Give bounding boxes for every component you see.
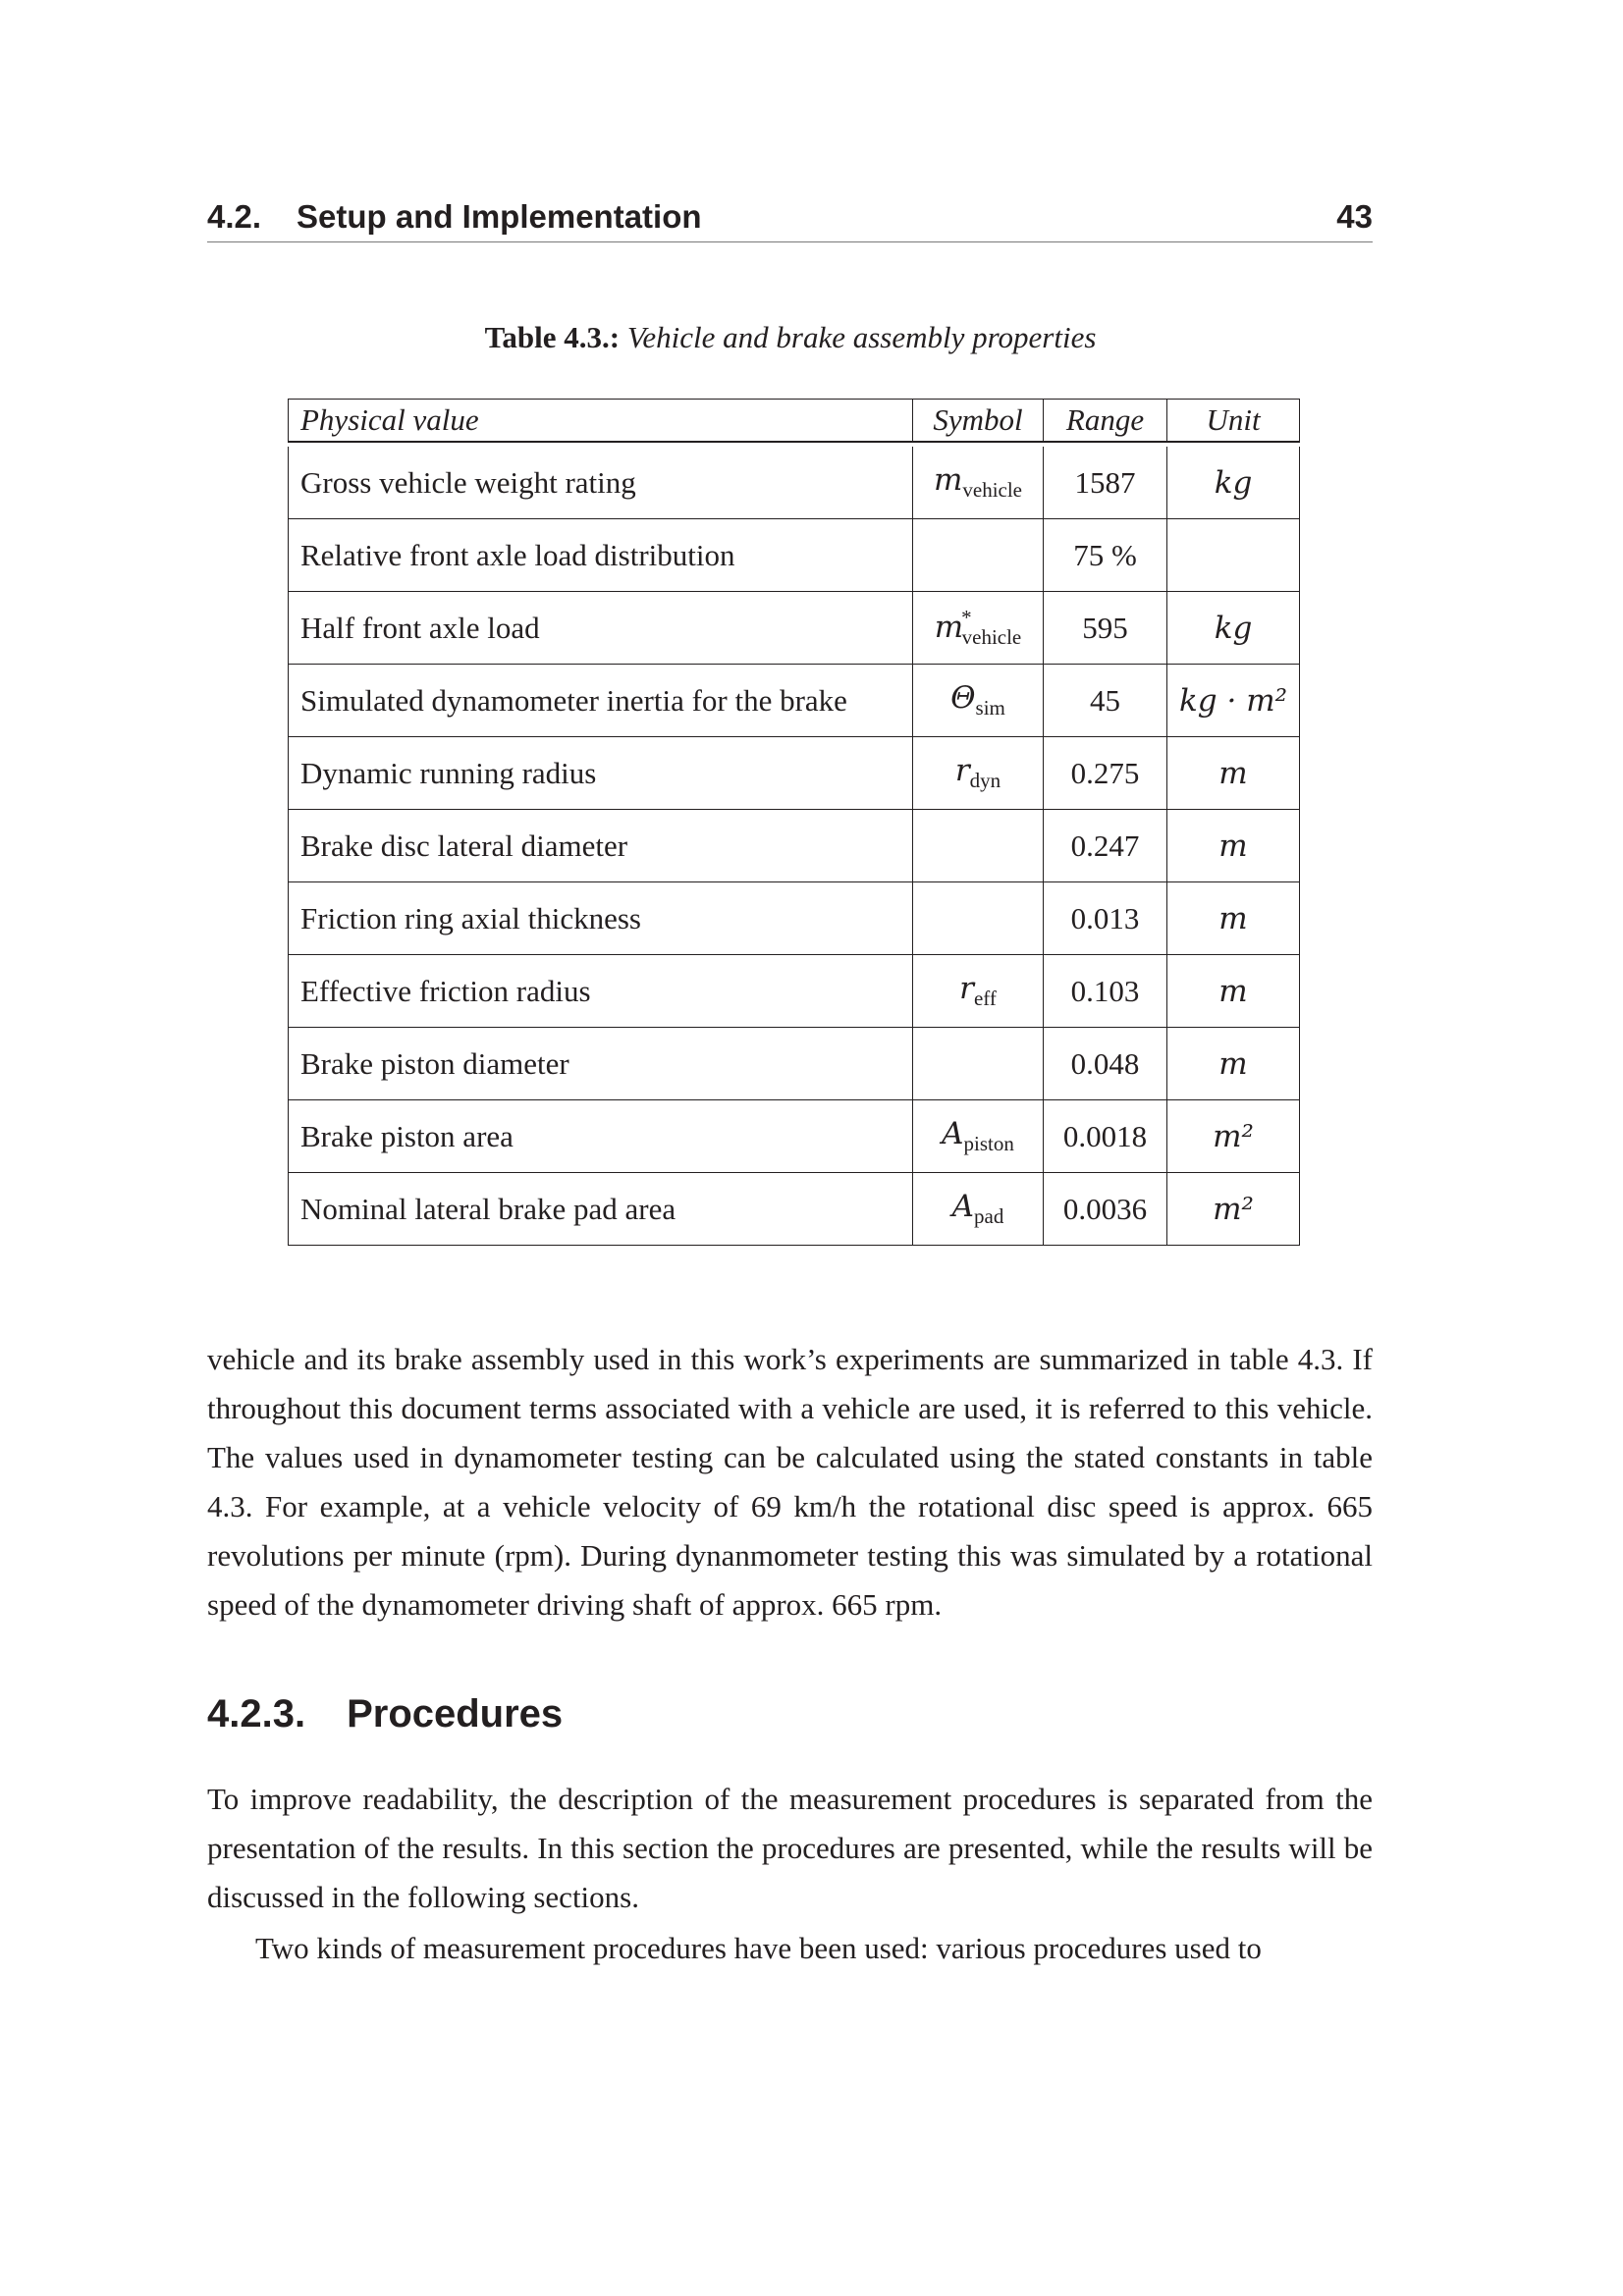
table-row: [288, 592, 1300, 665]
cell-range: 0.247: [1043, 810, 1166, 882]
cell-symbol: [912, 955, 1043, 1028]
symbol-base: Θ: [950, 680, 976, 716]
symbol-base: A: [951, 1189, 975, 1224]
table-header-row: [288, 399, 1300, 442]
symbol-base: r: [954, 753, 970, 788]
cell-physical-value: Half front axle load: [288, 592, 912, 665]
symbol-subscript: pad: [974, 1204, 1004, 1228]
cell-range: 1587: [1043, 447, 1166, 519]
unit-text: kg · m²: [1179, 682, 1288, 719]
symbol-base: m: [934, 610, 964, 645]
table-row: [288, 882, 1300, 955]
unit-text: m: [1218, 973, 1248, 1009]
body-paragraph: Two kinds of measurement procedures have been used: various procedures used to: [255, 1931, 1262, 1965]
table-row: [288, 955, 1300, 1028]
properties-table: [288, 399, 1300, 1246]
table-row: [288, 665, 1300, 737]
unit-text: m: [1218, 828, 1248, 864]
cell-physical-value: Friction ring axial thickness: [288, 882, 912, 955]
unit-text: m²: [1213, 1191, 1254, 1227]
cell-symbol: [912, 810, 1043, 882]
table-caption-text: Vehicle and brake assembly properties: [626, 320, 1097, 354]
column-header-physical-value: Physical value: [288, 399, 912, 442]
table-row: [288, 519, 1300, 592]
cell-symbol: [912, 665, 1043, 737]
column-header-range: Range: [1043, 399, 1166, 442]
cell-physical-value: Brake piston area: [288, 1100, 912, 1173]
unit-text: m²: [1213, 1118, 1254, 1154]
cell-symbol: [912, 882, 1043, 955]
cell-physical-value: Dynamic running radius: [288, 737, 912, 810]
cell-symbol: [912, 737, 1043, 810]
subsection-number: 4.2.3.: [207, 1692, 306, 1735]
subsection-title: Procedures: [347, 1692, 564, 1735]
cell-physical-value: Nominal lateral brake pad area: [288, 1173, 912, 1246]
cell-unit: [1166, 955, 1300, 1028]
cell-range: 0.0018: [1043, 1100, 1166, 1173]
cell-range: 75 %: [1043, 519, 1166, 592]
table-row: [288, 737, 1300, 810]
unit-text: m: [1218, 1045, 1248, 1082]
symbol-subscript: piston: [963, 1132, 1014, 1155]
cell-physical-value: Gross vehicle weight rating: [288, 447, 912, 519]
cell-symbol: [912, 519, 1043, 592]
column-header-symbol: Symbol: [912, 399, 1043, 442]
symbol-subscript: sim: [975, 696, 1005, 720]
table-row: [288, 810, 1300, 882]
cell-physical-value: Relative front axle load distribution: [288, 519, 912, 592]
symbol-base: A: [942, 1116, 964, 1151]
cell-unit: [1166, 810, 1300, 882]
cell-unit: [1166, 447, 1300, 519]
cell-unit: [1166, 1100, 1300, 1173]
cell-unit: [1166, 882, 1300, 955]
subsection-heading: [207, 1692, 564, 1736]
column-header-unit: Unit: [1166, 399, 1300, 442]
unit-text: m: [1218, 900, 1248, 936]
table-row: [288, 1100, 1300, 1173]
cell-range: 45: [1043, 665, 1166, 737]
cell-range: 0.275: [1043, 737, 1166, 810]
cell-unit: [1166, 737, 1300, 810]
cell-range: 0.103: [1043, 955, 1166, 1028]
body-paragraph: To improve readability, the description of the measurement procedures is separated from the presentation of the results. In this section the procedures are presented, while the results will be discussed in the following sections.: [207, 1782, 1373, 1914]
page-number: 43: [1336, 198, 1373, 235]
symbol-subscript: vehicle: [962, 478, 1023, 502]
symbol-base: m: [933, 462, 963, 498]
cell-symbol: [912, 1173, 1043, 1246]
header-section-number: 4.2.: [207, 198, 262, 235]
table-caption-label: Table 4.3.:: [484, 320, 621, 354]
cell-physical-value: Brake disc lateral diameter: [288, 810, 912, 882]
table-row: [288, 447, 1300, 519]
cell-physical-value: Simulated dynamometer inertia for the brake: [288, 665, 912, 737]
symbol-base: r: [959, 971, 974, 1006]
cell-range: 0.048: [1043, 1028, 1166, 1100]
cell-range: 595: [1043, 592, 1166, 665]
symbol-subscript: eff: [973, 987, 997, 1010]
unit-text: kg: [1214, 610, 1253, 646]
unit-text: kg: [1214, 464, 1253, 501]
cell-range: 0.0036: [1043, 1173, 1166, 1246]
cell-symbol: [912, 592, 1043, 665]
cell-symbol: [912, 1100, 1043, 1173]
cell-unit: [1166, 592, 1300, 665]
symbol-superscript: *: [961, 606, 972, 629]
header-section-title: Setup and Implementation: [297, 198, 702, 235]
body-paragraph: vehicle and its brake assembly used in this work’s experiments are summarized in table 4.3. If throughout this document terms associated with a vehicle are used, it is referred to this vehicle. The values used in dynamometer testing can be calculated using the stated constants in table 4.3. For example, at a vehicle velocity of 69 km/h the rotational disc speed is approx. 665 revolutions per minute (rpm). During dynanmometer testing this was simulated by a rotational speed of the dynamometer driving shaft of approx. 665 rpm.: [207, 1342, 1373, 1622]
cell-unit: [1166, 1028, 1300, 1100]
cell-unit: [1166, 519, 1300, 592]
symbol-subscript: dyn: [969, 769, 1001, 792]
cell-physical-value: Brake piston diameter: [288, 1028, 912, 1100]
unit-text: m: [1218, 755, 1248, 791]
running-header: [207, 192, 1373, 242]
table-row: [288, 1173, 1300, 1246]
cell-physical-value: Effective friction radius: [288, 955, 912, 1028]
cell-symbol: [912, 1028, 1043, 1100]
cell-range: 0.013: [1043, 882, 1166, 955]
symbol-subscript: vehicle: [961, 625, 1022, 649]
table-caption: [0, 320, 1581, 355]
table-row: [288, 1028, 1300, 1100]
cell-unit: [1166, 665, 1300, 737]
cell-unit: [1166, 1173, 1300, 1246]
cell-symbol: [912, 447, 1043, 519]
